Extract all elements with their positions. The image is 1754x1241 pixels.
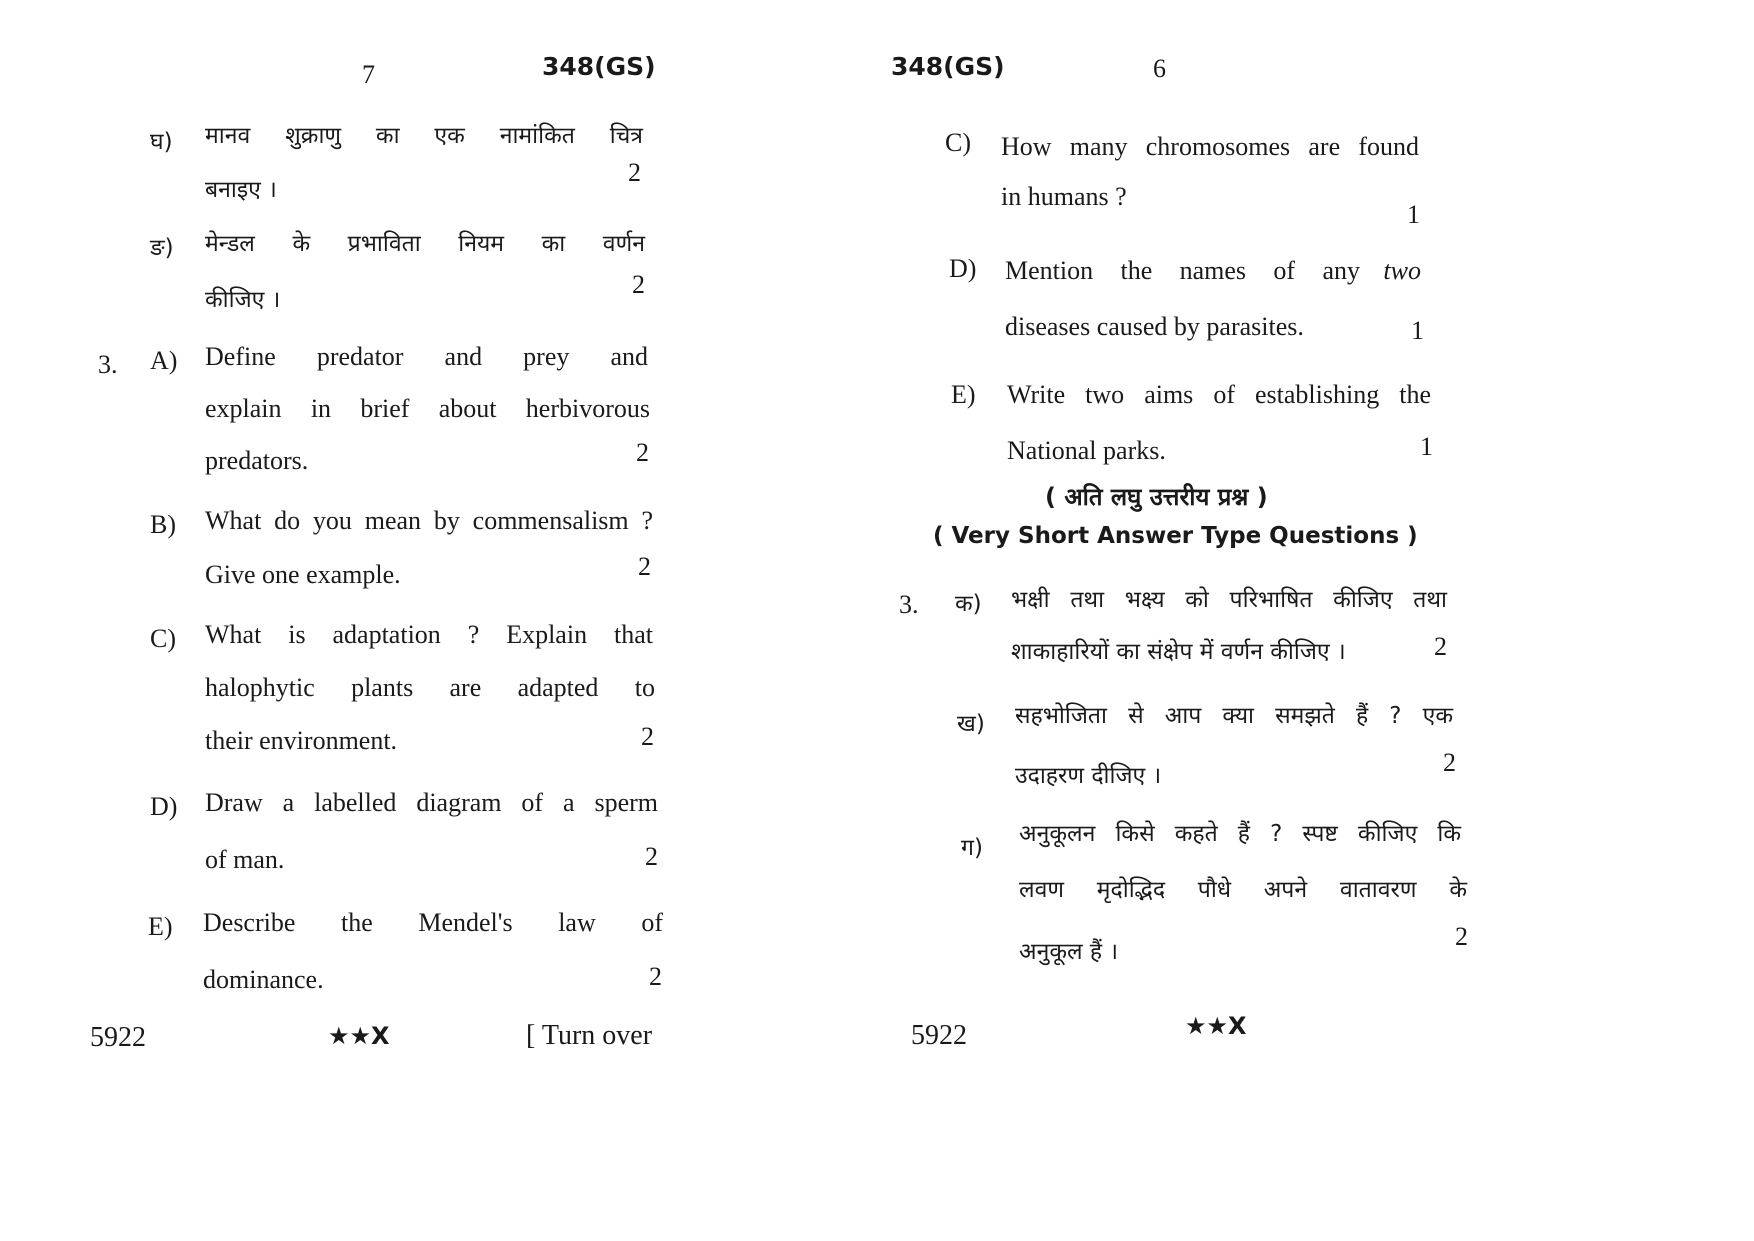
question-label-b: B) — [150, 510, 176, 539]
question-label-d: D) — [150, 792, 178, 821]
question-d-line1-text: Mention the names of any — [1005, 256, 1360, 285]
section-heading-hindi: ( अति लघु उत्तरीय प्रश्न ) — [1045, 483, 1268, 511]
item-kha-line1: सहभोजिता से आप क्या समझते हैं ? एक — [1015, 703, 1453, 729]
question-label-e: E) — [148, 912, 173, 941]
item-label-nga: ङ) — [150, 235, 174, 261]
item-nga-line2: कीजिए । — [205, 287, 281, 313]
question-d-line2: of man. — [205, 845, 285, 874]
item-label-gha: घ) — [150, 129, 173, 155]
question-c-line2: halophytic plants are adapted to — [205, 673, 655, 702]
question-e-line1: Write two aims of establishing the — [1007, 380, 1431, 409]
item-ga-line1: अनुकूलन किसे कहते हैं ? स्पष्ट कीजिए कि — [1019, 821, 1461, 847]
question-d-line2: diseases caused by parasites. — [1005, 312, 1304, 341]
marks: 2 — [628, 158, 641, 187]
item-kha-line2: उदाहरण दीजिए । — [1015, 763, 1162, 789]
turn-over: [ Turn over — [526, 1020, 653, 1051]
question-c-line3: their environment. — [205, 726, 398, 755]
footer-code: 5922 — [90, 1022, 146, 1053]
question-label-c: C) — [150, 624, 176, 653]
question-number: 3. — [899, 590, 919, 619]
item-label-ka: क) — [955, 591, 982, 617]
emphasis-two: two — [1383, 256, 1421, 285]
marks: 2 — [1455, 922, 1468, 951]
question-label-e: E) — [951, 380, 976, 409]
question-label-c: C) — [945, 128, 971, 157]
footer-code: 5922 — [911, 1020, 967, 1051]
question-b-line2: Give one example. — [205, 560, 401, 589]
question-a-line2: explain in brief about herbivorous — [205, 394, 650, 423]
item-label-kha: ख) — [957, 711, 985, 737]
item-ka-line1: भक्षी तथा भक्ष्य को परिभाषित कीजिए तथा — [1011, 587, 1447, 613]
question-d-line1 — [1005, 256, 1421, 286]
question-c-line2: in humans ? — [1001, 182, 1127, 211]
question-c-line1: How many chromosomes are found — [1001, 132, 1419, 161]
item-ga-line2: लवण मृदोद्भिद पौधे अपने वातावरण के — [1019, 877, 1467, 903]
question-a-line1: Define predator and prey and — [205, 342, 648, 371]
question-c-line1: What is adaptation ? Explain that — [205, 620, 653, 649]
question-b-line1: What do you mean by commensalism ? — [205, 506, 653, 535]
item-ka-line2: शाकाहारियों का संक्षेप में वर्णन कीजिए । — [1011, 639, 1346, 665]
item-ga-line3: अनुकूल हैं । — [1019, 939, 1119, 965]
question-e-line2: dominance. — [203, 965, 324, 994]
question-d-line1: Draw a labelled diagram of a sperm — [205, 788, 658, 817]
item-gha-line1: मानव शुक्राणु का एक नामांकित चित्र — [205, 123, 643, 149]
page-number: 7 — [362, 60, 375, 89]
marks: 2 — [636, 438, 649, 467]
right-page — [877, 0, 1754, 1241]
question-label-a: A) — [150, 346, 178, 375]
marks: 2 — [645, 842, 658, 871]
marks: 1 — [1420, 432, 1433, 461]
marks: 2 — [638, 552, 651, 581]
question-label-d: D) — [949, 254, 977, 283]
question-e-line1: Describe the Mendel's law of — [203, 908, 663, 937]
paper-code: 348(GS) — [542, 52, 656, 81]
marks: 1 — [1407, 200, 1420, 229]
footer-stars: ★★X — [1185, 1012, 1247, 1040]
marks: 2 — [1443, 748, 1456, 777]
marks: 2 — [632, 270, 645, 299]
item-label-ga: ग) — [961, 835, 983, 861]
marks: 1 — [1411, 316, 1424, 345]
question-e-line2: National parks. — [1007, 436, 1166, 465]
item-nga-line1: मेन्डल के प्रभाविता नियम का वर्णन — [205, 231, 645, 257]
question-a-line3: predators. — [205, 446, 309, 475]
section-heading-english: ( Very Short Answer Type Questions ) — [933, 523, 1418, 549]
page-number: 6 — [1153, 54, 1166, 83]
paper-code: 348(GS) — [891, 52, 1005, 81]
marks: 2 — [641, 722, 654, 751]
marks: 2 — [1434, 632, 1447, 661]
footer-stars: ★★X — [328, 1022, 390, 1050]
question-number: 3. — [98, 350, 118, 379]
item-gha-line2: बनाइए । — [205, 177, 277, 203]
marks: 2 — [649, 962, 662, 991]
